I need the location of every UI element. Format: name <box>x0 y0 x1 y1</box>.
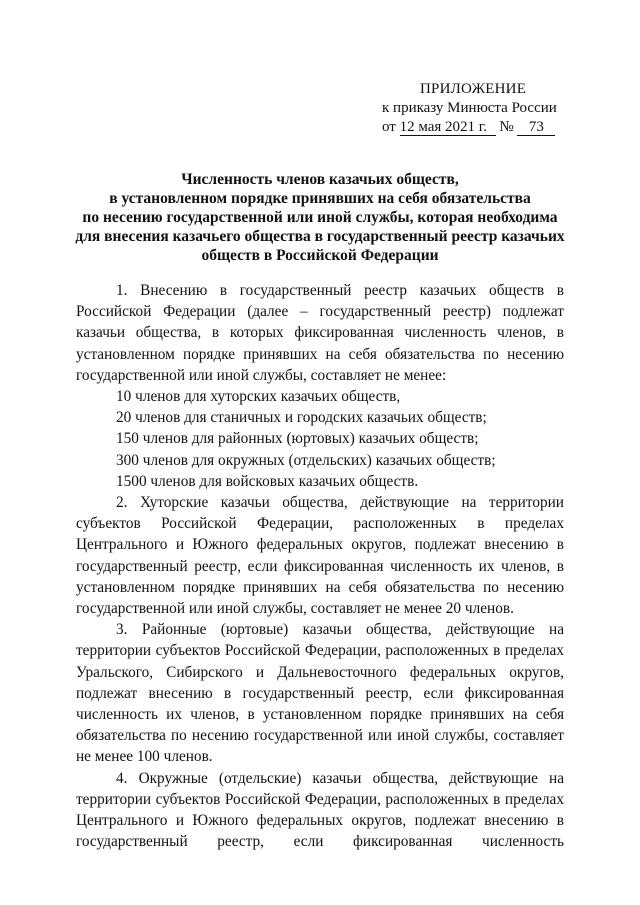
list-item: 1500 членов для войсковых казачьих обществ. <box>116 472 419 490</box>
heading-line: Численность членов казачьих обществ, <box>181 171 459 188</box>
appendix-date-line <box>382 118 582 137</box>
heading-line: по несению государственной или иной службы, которая необходима <box>82 209 558 226</box>
date-value: 12 мая 2021 г. <box>400 120 496 136</box>
heading-line: для внесения казачьего общества в государственный реестр казачьих <box>75 228 565 245</box>
list-item: 20 членов для станичных и городских казачьих обществ; <box>116 409 487 427</box>
paragraph-4: 4. Окружные (отдельские) казачьи общества, действующие на территории субъектов Российской Федерации, расположенных в пределах Центрального и Южного федеральных округов, подлежат внесению в государственный реестр, если фиксированная численность <box>76 769 564 851</box>
heading-line: обществ в Российской Федерации <box>201 247 439 264</box>
paragraph-2: 2. Хуторские казачьи общества, действующие на территории субъектов Российской Федерации, расположенных в пределах Центрального и Южного федеральных округов, подлежат внесению в государственный реестр, если фиксированная численность их членов, в установленном порядке принявших на себя обязательства по несению государственной или иной службы, составляет не менее 20 членов. <box>76 494 564 618</box>
appendix-order-line: к приказу Минюста России <box>382 100 557 116</box>
list-item: 10 членов для хуторских казачьих обществ, <box>116 388 401 406</box>
appendix-title: ПРИЛОЖЕНИЕ <box>420 81 527 97</box>
number-value: 73 <box>517 120 555 136</box>
document-heading <box>70 170 570 265</box>
number-sign: № <box>499 119 514 135</box>
list-item: 300 членов для окружных (отдельских) казачьих обществ; <box>116 451 496 469</box>
date-prefix: от <box>382 119 396 135</box>
appendix-block <box>382 80 582 137</box>
heading-line: в установленном порядке принявших на себя обязательства <box>109 190 531 207</box>
paragraph-3: 3. Районные (юртовые) казачьи общества, действующие на территории субъектов Российской Федерации, расположенных в пределах Уральского, Сибирского и Дальневосточного федеральных округов, подлежат внесению в государственный реестр, если фиксированная численность их членов, в установленном порядке принявших на себя обязательства по несению государственной или иной службы, составляет не менее 100 членов. <box>76 621 564 766</box>
list-item: 150 членов для районных (юртовых) казачьих обществ; <box>116 430 479 448</box>
document-body <box>76 280 564 852</box>
paragraph-1: 1. Внесению в государственный реестр казачьих обществ в Российской Федерации (далее – государственный реестр) подлежат казачьи общества, в которых фиксированная численность членов, в установленном порядке принявших на себя обязательства по несению государственной или иной службы, составляет не менее: <box>76 282 564 384</box>
